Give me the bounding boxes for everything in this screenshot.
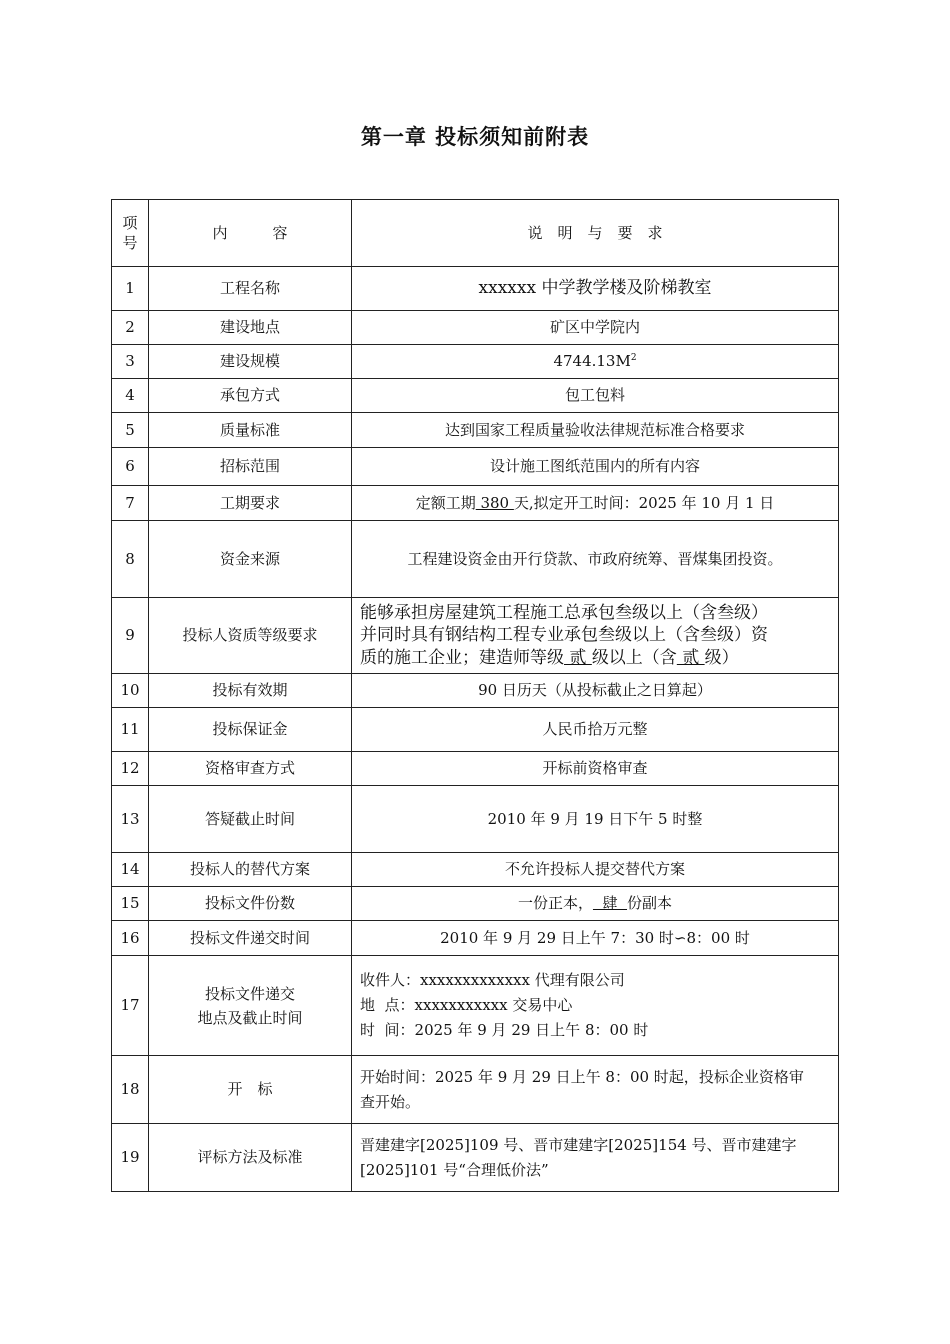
table-row xyxy=(112,486,839,521)
table-row xyxy=(112,379,839,413)
desc-line: 时 间：2025 年 9 月 29 日上午 8：00 时 xyxy=(360,1020,649,1039)
row-desc xyxy=(352,1056,839,1124)
row-item: 承包方式 xyxy=(149,379,352,413)
row-no: 8 xyxy=(112,521,149,598)
row-no: 18 xyxy=(112,1056,149,1124)
table-row xyxy=(112,345,839,379)
row-item: 投标人的替代方案 xyxy=(149,853,352,887)
row-item: 投标人资质等级要求 xyxy=(149,598,352,674)
row-no: 16 xyxy=(112,921,149,956)
desc-text: 份副本 xyxy=(627,894,673,913)
desc-line: 并同时具有钢结构工程专业承包叁级以上（含叁级）资 xyxy=(360,625,768,646)
row-no: 6 xyxy=(112,448,149,486)
row-no: 19 xyxy=(112,1124,149,1192)
row-no: 1 xyxy=(112,267,149,311)
row-desc xyxy=(352,486,839,521)
table-row xyxy=(112,674,839,708)
row-desc xyxy=(352,956,839,1056)
scale-value: 4744.13M xyxy=(553,352,631,371)
row-desc: 2010 年 9 月 29 日上午 7：30 时∽8：00 时 xyxy=(352,921,839,956)
desc-line: [2025]101 号“合理低价法” xyxy=(360,1160,549,1179)
table-row xyxy=(112,786,839,853)
desc-text: 定额工期 xyxy=(415,493,476,512)
row-item: 招标范围 xyxy=(149,448,352,486)
item-line: 投标文件递交 xyxy=(204,984,295,1003)
desc-line: 地 点：xxxxxxxxxxx 交易中心 xyxy=(360,996,573,1015)
row-desc: xxxxxx 中学教学楼及阶梯教室 xyxy=(352,267,839,311)
desc-text: 一份正本， xyxy=(517,894,593,913)
desc-text: 质的施工企业；建造师等级 xyxy=(360,647,564,668)
row-desc: 90 日历天（从投标截止之日算起） xyxy=(352,674,839,708)
row-desc: 人民币拾万元整 xyxy=(352,708,839,752)
row-no: 14 xyxy=(112,853,149,887)
table-row xyxy=(112,521,839,598)
header-item-no: 项 号 xyxy=(112,200,149,267)
row-no: 10 xyxy=(112,674,149,708)
desc-text: 天,拟定开工时间：2025 年 10 月 1 日 xyxy=(513,493,775,512)
row-item: 投标保证金 xyxy=(149,708,352,752)
row-desc: 达到国家工程质量验收法律规范标准合格要求 xyxy=(352,413,839,448)
desc-line: 查开始。 xyxy=(360,1092,421,1111)
constructor-grade: 贰 xyxy=(676,647,705,668)
row-desc: 开标前资格审查 xyxy=(352,752,839,786)
row-desc: 工程建设资金由开行贷款、市政府统筹、晋煤集团投资。 xyxy=(352,521,839,598)
row-desc xyxy=(352,345,839,379)
row-item: 开 标 xyxy=(149,1056,352,1124)
row-no: 9 xyxy=(112,598,149,674)
row-desc xyxy=(352,598,839,674)
copy-count: 肆 xyxy=(592,894,628,913)
row-no: 4 xyxy=(112,379,149,413)
bid-notice-table xyxy=(111,199,839,1192)
table-row xyxy=(112,413,839,448)
header-description: 说 明 与 要 求 xyxy=(352,200,839,267)
table-row xyxy=(112,921,839,956)
row-item: 质量标准 xyxy=(149,413,352,448)
row-desc: 包工包料 xyxy=(352,379,839,413)
row-desc xyxy=(352,1124,839,1192)
row-item xyxy=(149,956,352,1056)
row-item: 工程名称 xyxy=(149,267,352,311)
row-no: 5 xyxy=(112,413,149,448)
row-no: 7 xyxy=(112,486,149,521)
desc-line: 收件人：xxxxxxxxxxxxx 代理有限公司 xyxy=(360,971,625,990)
desc-line: 能够承担房屋建筑工程施工总承包叁级以上（含叁级） xyxy=(360,603,768,624)
constructor-grade: 贰 xyxy=(564,647,592,668)
table-row xyxy=(112,956,839,1056)
row-item: 投标有效期 xyxy=(149,674,352,708)
row-desc: 不允许投标人提交替代方案 xyxy=(352,853,839,887)
item-line: 地点及截止时间 xyxy=(197,1008,303,1027)
row-item: 投标文件份数 xyxy=(149,887,352,921)
row-no: 11 xyxy=(112,708,149,752)
row-item: 资金来源 xyxy=(149,521,352,598)
table-row xyxy=(112,267,839,311)
row-item: 投标文件递交时间 xyxy=(149,921,352,956)
row-item: 资格审查方式 xyxy=(149,752,352,786)
table-header-row xyxy=(112,200,839,267)
table-row xyxy=(112,708,839,752)
row-item: 评标方法及标准 xyxy=(149,1124,352,1192)
desc-line xyxy=(360,647,830,669)
header-content: 内 容 xyxy=(149,200,352,267)
table-row xyxy=(112,887,839,921)
duration-days: 380 xyxy=(475,493,514,512)
page-title: 第一章 投标须知前附表 xyxy=(360,124,590,149)
table-row xyxy=(112,1124,839,1192)
table-row xyxy=(112,598,839,674)
desc-text: 级以上（含 xyxy=(591,647,677,668)
row-no: 12 xyxy=(112,752,149,786)
row-item: 答疑截止时间 xyxy=(149,786,352,853)
table-row xyxy=(112,448,839,486)
row-item: 建设地点 xyxy=(149,311,352,345)
row-no: 3 xyxy=(112,345,149,379)
table-row xyxy=(112,752,839,786)
row-no: 17 xyxy=(112,956,149,1056)
row-no: 13 xyxy=(112,786,149,853)
row-desc: 设计施工图纸范围内的所有内容 xyxy=(352,448,839,486)
row-desc: 2010 年 9 月 19 日下午 5 时整 xyxy=(352,786,839,853)
table-row xyxy=(112,1056,839,1124)
desc-line: 晋建建字[2025]109 号、晋市建建字[2025]154 号、晋市建建字 xyxy=(360,1135,797,1154)
desc-line: 开始时间：2025 年 9 月 29 日上午 8：00 时起，投标企业资格审 xyxy=(360,1067,804,1086)
desc-text: 级） xyxy=(704,647,739,668)
row-no: 15 xyxy=(112,887,149,921)
row-item: 建设规模 xyxy=(149,345,352,379)
row-no: 2 xyxy=(112,311,149,345)
row-desc xyxy=(352,887,839,921)
table-row xyxy=(112,853,839,887)
scale-unit-exponent: 2 xyxy=(630,353,637,364)
row-desc: 矿区中学院内 xyxy=(352,311,839,345)
table-row xyxy=(112,311,839,345)
row-item: 工期要求 xyxy=(149,486,352,521)
